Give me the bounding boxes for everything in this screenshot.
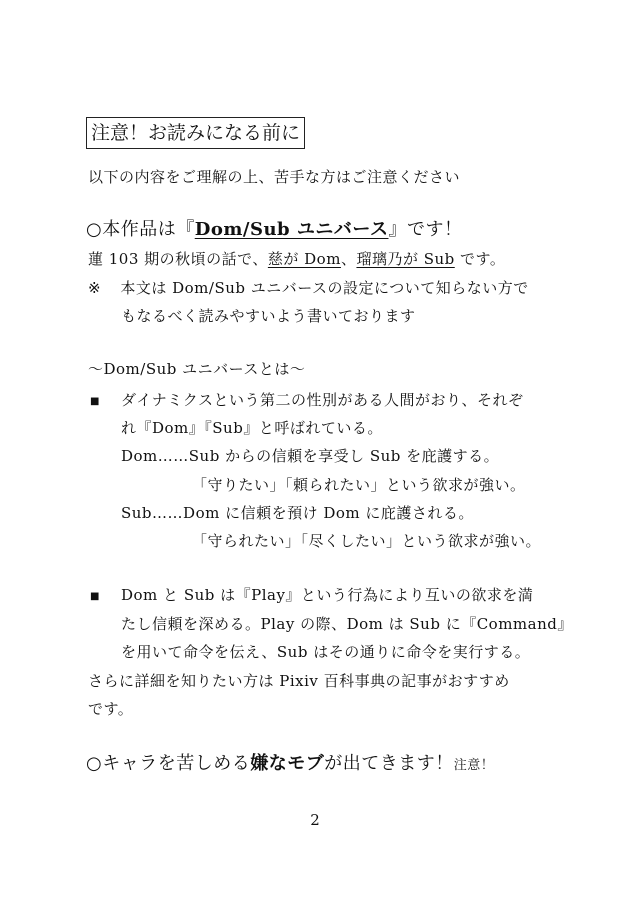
- bullet-2-line-2: たし信頼を深める。Play の際、Dom は Sub に『Command』: [121, 615, 573, 633]
- bullet-2-line-1: Dom と Sub は『Play』という行為により互いの欲求を満: [121, 586, 534, 604]
- page-number: 2: [310, 811, 320, 829]
- warning-prefix: ○キャラを苦しめる: [86, 753, 251, 774]
- bullet-1-line-1: ダイナミクスという第二の性別がある人間がおり、それぞ: [121, 391, 524, 409]
- warning-small: 注意！: [453, 758, 495, 773]
- bullet-1-line-2: れ『Dom』『Sub』と呼ばれている。: [121, 419, 383, 437]
- dom-definition: Dom……Sub からの信頼を享受し Sub を庇護する。: [121, 447, 500, 465]
- dom-desire: 「守りたい」「頼られたい」という欲求が強い。: [192, 476, 526, 494]
- more-info-line-2: です。: [88, 700, 134, 718]
- warning-bold: 嫌なモブ: [250, 753, 325, 774]
- dom-character: 慈が Dom: [267, 250, 341, 268]
- bullet-2-line-3: を用いて命令を伝え、Sub はその通りに命令を実行する。: [121, 643, 531, 661]
- note-line-2: もなるべく読みやすいよう書いております: [121, 307, 416, 325]
- more-info-line-1: さらに詳細を知りたい方は Pixiv 百科事典の記事がおすすめ: [88, 672, 510, 690]
- note-line-1: [88, 278, 529, 298]
- work-intro-title: Dom/Sub ユニバース: [194, 219, 389, 240]
- work-intro-suffix: 』です！: [388, 219, 463, 240]
- note-mark: ※: [88, 279, 102, 297]
- warning-suffix: が出てきます！: [324, 753, 454, 774]
- work-line-c: 、: [340, 250, 357, 268]
- sub-definition: Sub……Dom に信頼を預け Dom に庇護される。: [121, 504, 474, 522]
- work-line-a: 蓮 103 期の秋頃の話で、: [88, 250, 268, 268]
- work-line-e: です。: [454, 250, 506, 268]
- work-line: [88, 249, 505, 269]
- sub-desire: 「守られたい」「尽くしたい」という欲求が強い。: [192, 532, 542, 550]
- note-text-1: 本文は Dom/Sub ユニバースの設定について知らない方で: [120, 279, 529, 297]
- what-is-heading: ～Dom/Sub ユニバースとは～: [88, 360, 306, 378]
- bullet-1-marker: ■: [90, 396, 100, 407]
- notice-subtext: 以下の内容をご理解の上、苦手な方はご注意ください: [88, 168, 461, 186]
- work-intro: [86, 218, 463, 242]
- bullet-2-marker: ■: [90, 591, 100, 602]
- sub-character: 瑠璃乃が Sub: [356, 250, 455, 268]
- notice-heading: 注意！お読みになる前に: [86, 117, 305, 149]
- warning-line: [86, 752, 494, 778]
- work-intro-prefix: ○本作品は『: [86, 219, 195, 240]
